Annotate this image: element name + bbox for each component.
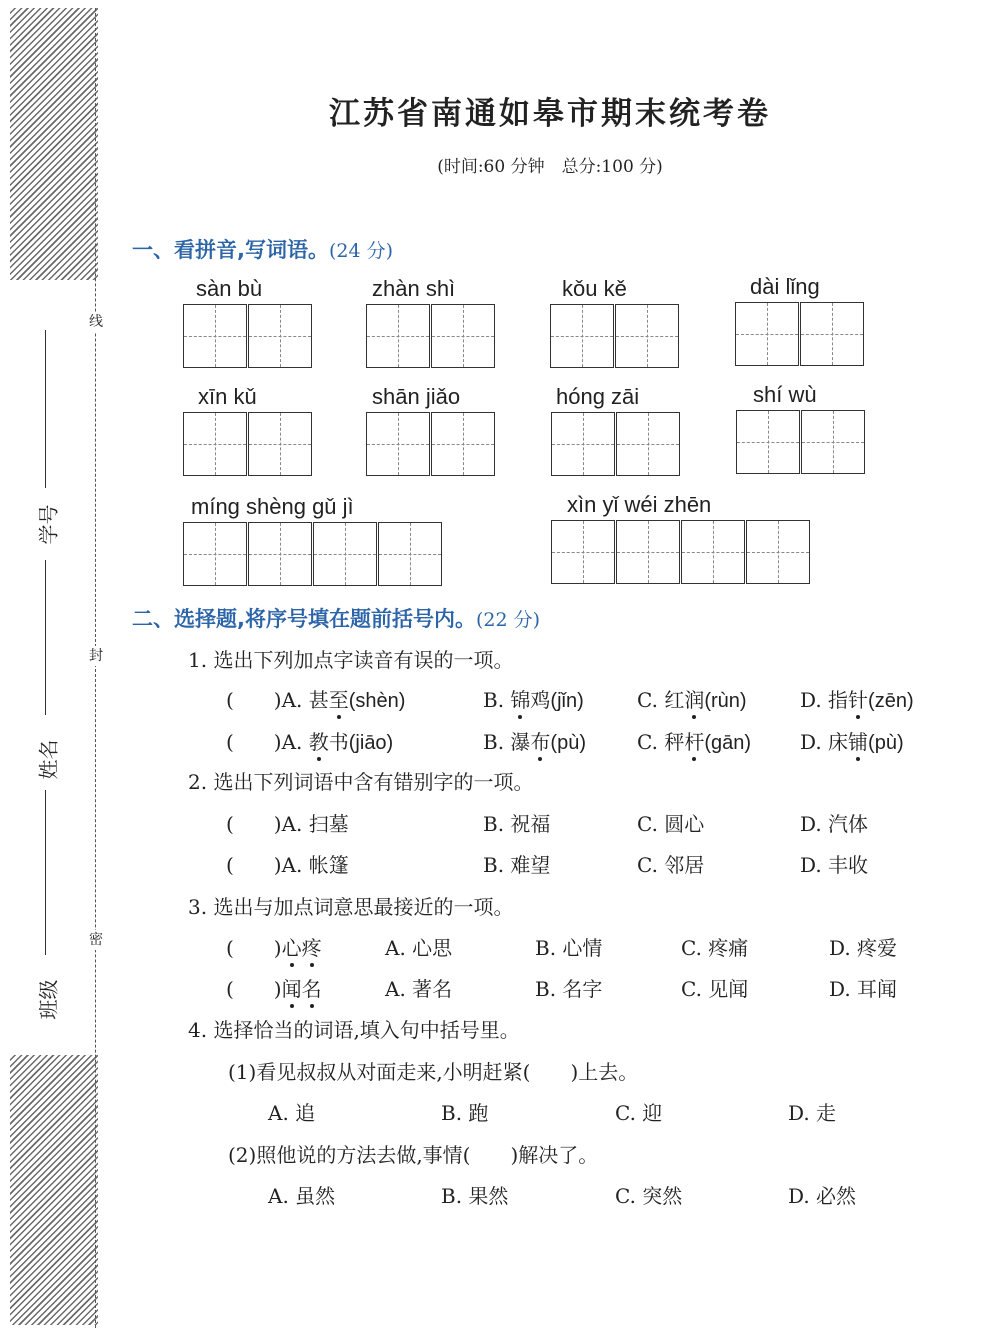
q4-s2-option-d[interactable]: D. 必然 (788, 1184, 857, 1208)
q4-s1-option-b[interactable]: B. 跑 (441, 1101, 489, 1125)
dotted-char: 润 (684, 688, 705, 712)
dotted-char: 心 (281, 936, 302, 960)
q3-row2-target (226, 973, 322, 1002)
dotted-char: 名 (301, 977, 322, 1001)
class-label: 班级 (36, 979, 61, 1020)
answer-bracket[interactable]: ( ) (226, 977, 282, 1001)
q4-s2-option-c[interactable]: C. 突然 (615, 1184, 683, 1208)
writing-box[interactable] (616, 520, 680, 584)
q1-row1-option-d[interactable] (800, 684, 914, 713)
writing-box[interactable] (183, 412, 247, 476)
option-pinyin: (pù) (868, 732, 904, 754)
pinyin-8: shí wù (753, 382, 817, 407)
option-prefix: C. (637, 688, 665, 712)
dotted-char: 杆 (684, 730, 705, 754)
section2-score: (22 分) (475, 609, 541, 631)
pinyin-6: shān jiǎo (372, 384, 461, 409)
section1-score: (24 分) (328, 240, 394, 262)
option-char: 秤 (664, 730, 685, 754)
option-char: 鸡 (530, 688, 551, 712)
q4-sentence-2: (2)照他说的方法去做,事情( )解决了。 (228, 1143, 599, 1167)
pinyin-5: xīn kǔ (198, 384, 257, 409)
option-char: 红 (664, 688, 685, 712)
q2-row2-option-a[interactable]: ( )A. 帐篷 (226, 853, 349, 877)
q3-row1-option-b[interactable]: B. 心情 (535, 936, 603, 960)
q4-s1-option-a[interactable]: A. 追 (268, 1101, 316, 1125)
answer-bracket[interactable]: ( ) (226, 936, 282, 960)
dotted-char: 闻 (281, 977, 302, 1001)
q3-row1-option-d[interactable]: D. 疼爱 (829, 936, 898, 960)
writing-box[interactable] (735, 302, 799, 366)
section2-heading (132, 603, 540, 633)
dotted-char: 铺 (848, 730, 869, 754)
section1-heading (132, 234, 393, 264)
q3-row1-option-a[interactable]: A. 心思 (385, 936, 453, 960)
hatch-top-decoration (10, 8, 98, 280)
q3-row2-option-c[interactable]: C. 见闻 (681, 977, 749, 1001)
option-prefix: C. (637, 730, 665, 754)
pinyin-1: sàn bù (196, 276, 263, 301)
option-prefix: ( )A. (226, 730, 309, 754)
writing-box[interactable] (431, 304, 495, 368)
writing-box[interactable] (801, 410, 865, 474)
writing-box[interactable] (183, 304, 247, 368)
q4-s1-option-d[interactable]: D. 走 (788, 1101, 837, 1125)
pinyin-9: míng shèng gǔ jì (191, 494, 354, 519)
writing-box[interactable] (366, 304, 430, 368)
section2-title: 二、选择题,将序号填在题前括号内。 (132, 607, 476, 631)
dotted-char: 教 (308, 730, 329, 754)
q4-sentence-1: (1)看见叔叔从对面走来,小明赶紧( )上去。 (228, 1060, 639, 1084)
seal-char: 封 (86, 646, 106, 666)
section1-title: 一、看拼音,写词语。 (132, 238, 329, 262)
dotted-char: 至 (328, 688, 349, 712)
option-pinyin: (pù) (550, 732, 586, 754)
writing-box[interactable] (550, 304, 614, 368)
option-char: 瀑 (510, 730, 531, 754)
pinyin-2: zhàn shì (372, 276, 456, 301)
writing-box[interactable] (366, 412, 430, 476)
question-2-stem: 2. 选出下列词语中含有错别字的一项。 (188, 770, 534, 794)
hatch-bottom-decoration (10, 1055, 98, 1325)
q1-row2-option-a[interactable] (226, 726, 393, 755)
writing-box[interactable] (313, 522, 377, 586)
q4-s2-option-a[interactable]: A. 虽然 (268, 1184, 336, 1208)
option-pinyin: (gān) (704, 732, 752, 754)
q2-row1-option-a[interactable]: ( )A. 扫墓 (226, 812, 349, 836)
option-prefix: B. (483, 688, 511, 712)
option-char: 床 (828, 730, 849, 754)
writing-box[interactable] (551, 520, 615, 584)
writing-box[interactable] (616, 412, 680, 476)
option-pinyin: (jiāo) (348, 732, 394, 754)
dotted-char: 针 (848, 688, 869, 712)
q3-row1-target (226, 932, 322, 961)
q1-row1-option-b[interactable] (483, 684, 584, 713)
writing-box[interactable] (800, 302, 864, 366)
option-char: 甚 (308, 688, 329, 712)
q1-row2-option-d[interactable] (800, 726, 904, 755)
student-id-line (45, 330, 46, 488)
pinyin-3: kǒu kě (562, 276, 627, 301)
writing-box[interactable] (248, 412, 312, 476)
cut-line (95, 8, 96, 1328)
q3-row2-option-a[interactable]: A. 著名 (385, 977, 453, 1001)
q4-s1-option-c[interactable]: C. 迎 (615, 1101, 663, 1125)
pinyin-7: hóng zāi (556, 384, 640, 409)
writing-box[interactable] (183, 522, 247, 586)
q1-row1-option-a[interactable] (226, 684, 405, 713)
option-prefix: B. (483, 730, 511, 754)
secret-char: 密 (86, 930, 106, 950)
writing-box[interactable] (378, 522, 442, 586)
writing-box[interactable] (431, 412, 495, 476)
name-line (45, 560, 46, 715)
q2-row2-option-b[interactable]: B. 难望 (483, 853, 551, 877)
option-char: 指 (828, 688, 849, 712)
option-prefix: D. (800, 688, 829, 712)
q1-row2-option-b[interactable] (483, 726, 586, 755)
pinyin-4: dài lǐng (750, 274, 820, 299)
page-title: 江苏省南通如皋市期末统考卷 (329, 96, 771, 132)
question-3-stem: 3. 选出与加点词意思最接近的一项。 (188, 895, 514, 919)
q1-row1-option-c[interactable] (637, 684, 747, 713)
option-prefix: ( )A. (226, 688, 309, 712)
q3-row1-option-c[interactable]: C. 疼痛 (681, 936, 749, 960)
option-prefix: D. (800, 730, 829, 754)
question-4-stem: 4. 选择恰当的词语,填入句中括号里。 (188, 1018, 520, 1042)
student-id-label: 学号 (36, 504, 61, 545)
question-1-stem: 1. 选出下列加点字读音有误的一项。 (188, 648, 514, 672)
q2-row1-option-b[interactable]: B. 祝福 (483, 812, 551, 836)
pinyin-10: xìn yǐ wéi zhēn (567, 492, 712, 517)
dotted-char: 锦 (510, 688, 531, 712)
name-label: 姓名 (36, 739, 61, 780)
option-pinyin: (zēn) (868, 690, 914, 712)
q4-s2-option-b[interactable]: B. 果然 (441, 1184, 509, 1208)
option-char: 书 (328, 730, 349, 754)
q3-row2-option-d[interactable]: D. 耳闻 (829, 977, 898, 1001)
option-pinyin: (jǐn) (550, 690, 584, 712)
dotted-char: 布 (530, 730, 551, 754)
q1-row2-option-c[interactable] (637, 726, 751, 755)
writing-box[interactable] (746, 520, 810, 584)
writing-box[interactable] (551, 412, 615, 476)
writing-box[interactable] (615, 304, 679, 368)
page-subtitle: (时间:60 分钟 总分:100 分) (437, 157, 663, 177)
option-pinyin: (shèn) (348, 690, 406, 712)
q2-row2-option-c[interactable]: C. 邻居 (637, 853, 705, 877)
writing-box[interactable] (248, 522, 312, 586)
q2-row1-option-c[interactable]: C. 圆心 (637, 812, 705, 836)
q3-row2-option-b[interactable]: B. 名字 (535, 977, 603, 1001)
writing-box[interactable] (736, 410, 800, 474)
writing-box[interactable] (681, 520, 745, 584)
q2-row2-option-d[interactable]: D. 丰收 (800, 853, 869, 877)
dotted-char: 疼 (301, 936, 322, 960)
writing-box[interactable] (248, 304, 312, 368)
option-pinyin: (rùn) (704, 690, 747, 712)
cut-line-char: 线 (86, 312, 106, 332)
q2-row1-option-d[interactable]: D. 汽体 (800, 812, 869, 836)
class-line (45, 790, 46, 955)
